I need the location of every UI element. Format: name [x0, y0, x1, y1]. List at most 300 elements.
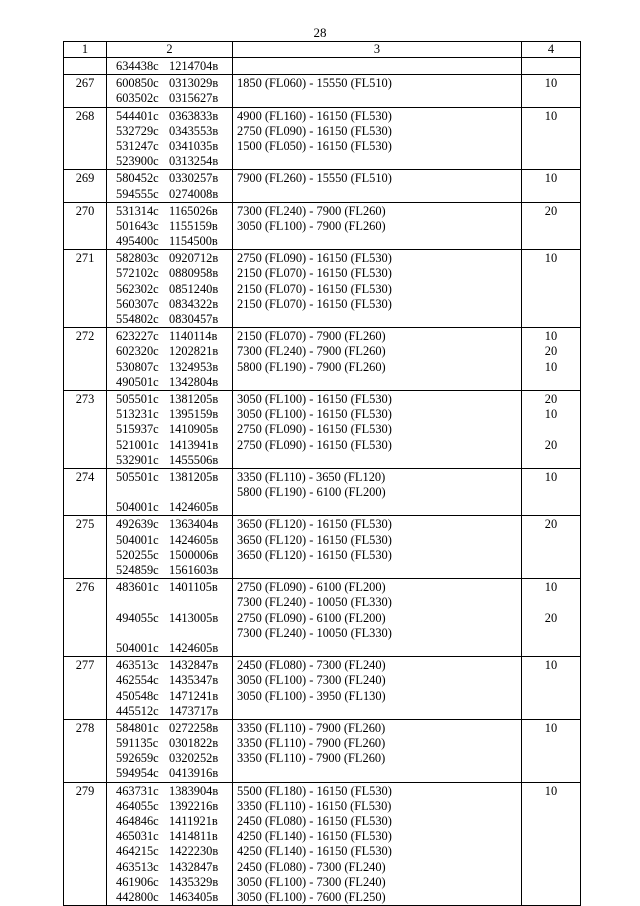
- altitude-range: 2750 (FL090) - 6100 (FL200): [237, 580, 386, 595]
- longitude: 0274008в: [169, 186, 219, 201]
- longitude: 1214704в: [169, 59, 219, 73]
- row-number: 271: [64, 250, 107, 328]
- coordinate-pair: [116, 204, 232, 219]
- latitude: 463513с: [116, 658, 159, 673]
- value: [522, 829, 580, 844]
- latitude: 582803с: [116, 251, 159, 266]
- altitude-range: 3050 (FL100) - 16150 (FL530): [237, 391, 392, 406]
- row-number: 278: [64, 719, 107, 782]
- longitude: 1432847в: [169, 859, 219, 874]
- value: 10: [544, 108, 558, 123]
- latitude: 442800с: [116, 889, 159, 904]
- latitude: 584801с: [116, 720, 159, 735]
- altitude-range: 2750 (FL090) - 6100 (FL200): [237, 610, 386, 625]
- longitude: 0341035в: [169, 138, 219, 153]
- row-number: 279: [64, 782, 107, 906]
- latitude: 504001с: [116, 640, 159, 655]
- value: 10: [544, 720, 558, 735]
- value: [522, 485, 580, 500]
- altitude-range: 1850 (FL060) - 15550 (FL510): [237, 76, 392, 91]
- longitude: 1342804в: [169, 374, 219, 389]
- value: [522, 704, 580, 719]
- coordinate-pair: [116, 548, 232, 563]
- longitude: 1414811в: [169, 829, 218, 844]
- altitude-ranges-cell: [233, 250, 522, 328]
- altitude-ranges-cell: [233, 468, 522, 516]
- value: [522, 500, 580, 515]
- latitude: 461906с: [116, 874, 159, 889]
- altitude-range: 7300 (FL240) - 10050 (FL330): [237, 595, 392, 610]
- latitude: 544401с: [116, 108, 159, 123]
- altitude-range: 4250 (FL140) - 16150 (FL530): [237, 844, 392, 859]
- altitude-range: 7900 (FL260) - 15550 (FL510): [237, 171, 392, 186]
- row-number: 270: [64, 202, 107, 250]
- value: 10: [544, 171, 558, 186]
- altitude-range: 3050 (FL100) - 7600 (FL250): [237, 889, 386, 904]
- altitude-range: 3350 (FL110) - 7900 (FL260): [237, 751, 386, 766]
- altitude-range: 2750 (FL090) - 16150 (FL530): [237, 123, 392, 138]
- longitude: 1471241в: [169, 688, 219, 703]
- values-cell: [522, 250, 581, 328]
- longitude: 1435347в: [169, 673, 219, 688]
- row-number: 276: [64, 579, 107, 657]
- coordinates-cell: [107, 516, 233, 579]
- longitude: 1381205в: [169, 391, 219, 406]
- altitude-range: [237, 312, 521, 327]
- latitude: 463731с: [116, 783, 159, 798]
- value: [522, 548, 580, 563]
- value: [522, 266, 580, 281]
- value: [522, 890, 580, 905]
- value: [522, 766, 580, 781]
- coordinate-pair: [116, 890, 232, 905]
- table-header-row: [64, 42, 581, 58]
- value: 20: [544, 610, 558, 625]
- altitude-range: 5500 (FL180) - 16150 (FL530): [237, 783, 392, 798]
- altitude-range: 2150 (FL070) - 16150 (FL530): [237, 296, 392, 311]
- value: 20: [544, 391, 558, 406]
- coordinates-cell: [107, 390, 233, 468]
- coordinate-pair: [116, 329, 232, 344]
- table-body: [64, 58, 581, 906]
- value: [522, 533, 580, 548]
- coordinates-cell: [107, 782, 233, 906]
- value: 10: [544, 329, 558, 344]
- latitude: 623227с: [116, 329, 159, 344]
- coordinate-pair: [116, 422, 232, 437]
- coordinate-pair: [116, 124, 232, 139]
- altitude-ranges-cell: [233, 657, 522, 720]
- altitude-ranges-cell: [233, 75, 522, 107]
- latitude: 501643с: [116, 218, 159, 233]
- longitude: 1455506в: [169, 452, 219, 467]
- coordinate-pair: [116, 500, 232, 515]
- longitude: 0301822в: [169, 736, 219, 751]
- longitude: 0315627в: [169, 91, 219, 106]
- latitude: 554802с: [116, 312, 159, 326]
- altitude-range: [237, 641, 521, 656]
- latitude: 483601с: [116, 580, 159, 595]
- latitude: 464215с: [116, 844, 159, 859]
- longitude: 1381205в: [169, 469, 219, 484]
- coordinates-cell: [107, 468, 233, 516]
- altitude-range: [237, 453, 521, 468]
- value: [522, 375, 580, 390]
- table-row: [64, 328, 581, 391]
- latitude: 495400с: [116, 234, 159, 249]
- table-row: [64, 390, 581, 468]
- altitude-range: 5800 (FL190) - 7900 (FL260): [237, 359, 386, 374]
- latitude: 494055с: [116, 610, 159, 625]
- latitude: 524859с: [116, 563, 159, 577]
- value: [522, 91, 580, 106]
- value: [522, 689, 580, 704]
- longitude: 1424605в: [169, 532, 219, 547]
- longitude: 1363404в: [169, 517, 219, 532]
- row-number: 272: [64, 328, 107, 391]
- latitude: 531247с: [116, 138, 159, 153]
- coordinate-pair: [116, 721, 232, 736]
- altitude-range: [237, 154, 521, 169]
- latitude: 532729с: [116, 123, 159, 138]
- altitude-range: [237, 766, 521, 781]
- values-cell: [522, 58, 581, 75]
- altitude-ranges-cell: [233, 390, 522, 468]
- longitude: 0320252в: [169, 751, 219, 766]
- latitude: 505501с: [116, 391, 159, 406]
- altitude-range: 3350 (FL110) - 7900 (FL260): [237, 736, 386, 751]
- longitude: 1424605в: [169, 640, 219, 655]
- longitude: 1383904в: [169, 783, 219, 798]
- latitude: 520255с: [116, 547, 159, 562]
- coordinate-pair: [116, 641, 232, 656]
- values-cell: [522, 782, 581, 906]
- latitude: 592659с: [116, 751, 159, 766]
- coordinates-cell: [107, 657, 233, 720]
- latitude: 591135с: [116, 736, 159, 751]
- longitude: 0851240в: [169, 281, 219, 296]
- latitude: 600850с: [116, 76, 159, 91]
- coordinate-pair: [116, 563, 232, 578]
- longitude: 0920712в: [169, 251, 219, 266]
- coordinates-cell: [107, 107, 233, 170]
- altitude-range: 3050 (FL100) - 7900 (FL260): [237, 218, 386, 233]
- value: [522, 860, 580, 875]
- altitude-range: 7300 (FL240) - 7900 (FL260): [237, 344, 386, 359]
- altitude-ranges-cell: [233, 328, 522, 391]
- latitude: 532901с: [116, 452, 159, 467]
- longitude: 1154500в: [169, 234, 218, 249]
- coordinate-pair: [116, 751, 232, 766]
- altitude-ranges-cell: [233, 107, 522, 170]
- table-row: [64, 468, 581, 516]
- airspace-table: [63, 41, 581, 906]
- row-number: 267: [64, 75, 107, 107]
- coordinate-pair: [116, 611, 232, 626]
- value: 10: [544, 580, 558, 595]
- longitude: 1140114в: [169, 329, 218, 344]
- altitude-range: 7300 (FL240) - 7900 (FL260): [237, 203, 386, 218]
- coordinate-pair: [116, 438, 232, 453]
- longitude: 0363833в: [169, 108, 219, 123]
- coordinate-pair: [116, 673, 232, 688]
- latitude: 602320с: [116, 344, 159, 359]
- coordinate-pair: [116, 799, 232, 814]
- value: [522, 673, 580, 688]
- latitude: 594954с: [116, 766, 159, 781]
- latitude: 463513с: [116, 859, 159, 874]
- altitude-range: 4900 (FL160) - 16150 (FL530): [237, 108, 392, 123]
- values-cell: [522, 202, 581, 250]
- coordinates-cell: [107, 75, 233, 107]
- value: [522, 297, 580, 312]
- latitude: 530807с: [116, 359, 159, 374]
- values-cell: [522, 75, 581, 107]
- coordinate-pair: [116, 844, 232, 859]
- value: [522, 875, 580, 890]
- altitude-range: [237, 500, 521, 515]
- value: 10: [544, 407, 558, 422]
- coordinate-pair: [116, 266, 232, 281]
- longitude: 1395159в: [169, 407, 219, 422]
- altitude-range: 2150 (FL070) - 16150 (FL530): [237, 281, 392, 296]
- coordinate-pair: [116, 626, 232, 641]
- value: [522, 626, 580, 641]
- longitude: 0880958в: [169, 266, 219, 281]
- value: [522, 799, 580, 814]
- table-row: [64, 579, 581, 657]
- coordinate-pair: [116, 171, 232, 186]
- altitude-range: 7300 (FL240) - 10050 (FL330): [237, 625, 392, 640]
- values-cell: [522, 657, 581, 720]
- values-cell: [522, 328, 581, 391]
- row-number: 274: [64, 468, 107, 516]
- altitude-range: 2450 (FL080) - 7300 (FL240): [237, 658, 386, 673]
- longitude: 0313029в: [169, 76, 219, 91]
- altitude-ranges-cell: [233, 58, 522, 75]
- latitude: 450548с: [116, 688, 159, 703]
- value: 10: [544, 359, 558, 374]
- latitude: 513231с: [116, 407, 159, 422]
- coordinate-pair: [116, 360, 232, 375]
- page-number: 28: [313, 25, 327, 40]
- longitude: 1165026в: [169, 203, 218, 218]
- value: 10: [544, 658, 558, 673]
- value: [522, 641, 580, 656]
- altitude-ranges-cell: [233, 202, 522, 250]
- value: [522, 595, 580, 610]
- coordinate-pair: [116, 658, 232, 673]
- values-cell: [522, 516, 581, 579]
- longitude: 1500006в: [169, 547, 219, 562]
- altitude-range: [237, 91, 521, 106]
- longitude: 1155159в: [169, 218, 218, 233]
- value: [522, 282, 580, 297]
- row-number: 275: [64, 516, 107, 579]
- longitude: 1435329в: [169, 874, 219, 889]
- table-row: [64, 107, 581, 170]
- altitude-range: 3650 (FL120) - 16150 (FL530): [237, 532, 392, 547]
- latitude: 572102с: [116, 266, 159, 281]
- table-row: [64, 202, 581, 250]
- altitude-range: [237, 704, 521, 719]
- coordinate-pair: [116, 375, 232, 390]
- table-row: [64, 170, 581, 202]
- coordinates-cell: [107, 719, 233, 782]
- coordinate-pair: [116, 689, 232, 704]
- value: [522, 751, 580, 766]
- coordinate-pair: [116, 312, 232, 327]
- latitude: 562302с: [116, 281, 159, 296]
- longitude: 1473717в: [169, 703, 219, 718]
- altitude-ranges-cell: [233, 170, 522, 202]
- latitude: 490501с: [116, 374, 159, 389]
- value: [522, 219, 580, 234]
- table-row: [64, 516, 581, 579]
- latitude: 504001с: [116, 532, 159, 547]
- latitude: 560307с: [116, 296, 159, 311]
- altitude-ranges-cell: [233, 579, 522, 657]
- altitude-range: [237, 563, 521, 578]
- row-number: [64, 58, 107, 75]
- coordinate-pair: [116, 282, 232, 297]
- coordinate-pair: [116, 91, 232, 106]
- altitude-range: 3650 (FL120) - 16150 (FL530): [237, 517, 392, 532]
- latitude: 580452с: [116, 171, 159, 186]
- value: [522, 59, 580, 74]
- altitude-range: 3350 (FL110) - 3650 (FL120): [237, 469, 386, 484]
- value: [522, 563, 580, 578]
- altitude-range: 2750 (FL090) - 16150 (FL530): [237, 422, 392, 437]
- coordinate-pair: [116, 595, 232, 610]
- value: [522, 187, 580, 202]
- coordinate-pair: [116, 139, 232, 154]
- longitude: 1410905в: [169, 422, 219, 437]
- coordinate-pair: [116, 154, 232, 169]
- coordinates-cell: [107, 170, 233, 202]
- latitude: 462554с: [116, 673, 159, 688]
- longitude: 0272258в: [169, 720, 219, 735]
- coordinate-pair: [116, 470, 232, 485]
- row-number: 273: [64, 390, 107, 468]
- latitude: 594555с: [116, 186, 159, 201]
- latitude: 523900с: [116, 154, 159, 169]
- coordinate-pair: [116, 485, 232, 500]
- value: [522, 422, 580, 437]
- longitude: 1202821в: [169, 344, 219, 359]
- coordinate-pair: [116, 187, 232, 202]
- altitude-range: 3050 (FL100) - 7300 (FL240): [237, 673, 386, 688]
- value: 10: [544, 783, 558, 798]
- values-cell: [522, 579, 581, 657]
- value: [522, 814, 580, 829]
- longitude: 1392216в: [169, 798, 219, 813]
- row-number: 269: [64, 170, 107, 202]
- coordinate-pair: [116, 344, 232, 359]
- column-header: 2: [107, 42, 233, 58]
- table-row: [64, 782, 581, 906]
- altitude-range: 2750 (FL090) - 16150 (FL530): [237, 437, 392, 452]
- latitude: 464846с: [116, 814, 159, 828]
- longitude: 0830457в: [169, 312, 219, 326]
- altitude-range: 5800 (FL190) - 6100 (FL200): [237, 485, 386, 500]
- values-cell: [522, 107, 581, 170]
- altitude-range: 2150 (FL070) - 16150 (FL530): [237, 266, 392, 281]
- value: [522, 736, 580, 751]
- altitude-range: [237, 375, 521, 390]
- latitude: 505501с: [116, 469, 159, 484]
- coordinate-pair: [116, 109, 232, 124]
- coordinate-pair: [116, 234, 232, 249]
- coordinate-pair: [116, 533, 232, 548]
- value: [522, 453, 580, 468]
- latitude: 521001с: [116, 437, 159, 452]
- longitude: 0343553в: [169, 123, 219, 138]
- value: [522, 312, 580, 327]
- altitude-range: 1500 (FL050) - 16150 (FL530): [237, 138, 392, 153]
- coordinate-pair: [116, 297, 232, 312]
- altitude-ranges-cell: [233, 516, 522, 579]
- table-row: [64, 58, 581, 75]
- coordinate-pair: [116, 784, 232, 799]
- values-cell: [522, 468, 581, 516]
- altitude-range: 3350 (FL110) - 7900 (FL260): [237, 720, 386, 735]
- coordinate-pair: [116, 829, 232, 844]
- values-cell: [522, 170, 581, 202]
- altitude-range: [237, 59, 521, 74]
- table-row: [64, 719, 581, 782]
- table-row: [64, 75, 581, 107]
- table-row: [64, 657, 581, 720]
- altitude-range: 3050 (FL100) - 3950 (FL130): [237, 688, 386, 703]
- longitude: 1424605в: [169, 500, 219, 515]
- latitude: 634438с: [116, 59, 159, 73]
- coordinate-pair: [116, 251, 232, 266]
- latitude: 445512с: [116, 703, 159, 718]
- value: 20: [544, 203, 558, 218]
- values-cell: [522, 719, 581, 782]
- altitude-range: 3650 (FL120) - 16150 (FL530): [237, 547, 392, 562]
- values-cell: [522, 390, 581, 468]
- altitude-range: 3050 (FL100) - 16150 (FL530): [237, 407, 392, 422]
- coordinate-pair: [116, 860, 232, 875]
- coordinate-pair: [116, 736, 232, 751]
- longitude: 1413005в: [169, 610, 219, 625]
- coordinate-pair: [116, 76, 232, 91]
- value: 20: [544, 437, 558, 452]
- value: [522, 124, 580, 139]
- coordinates-cell: [107, 250, 233, 328]
- latitude: 515937с: [116, 422, 159, 437]
- row-number: 277: [64, 657, 107, 720]
- row-number: 268: [64, 107, 107, 170]
- altitude-ranges-cell: [233, 719, 522, 782]
- coordinate-pair: [116, 219, 232, 234]
- longitude: 1401105в: [169, 580, 218, 595]
- coordinate-pair: [116, 814, 232, 829]
- value: 10: [544, 76, 558, 91]
- coordinate-pair: [116, 517, 232, 532]
- longitude: 1561603в: [169, 563, 219, 577]
- latitude: 531314с: [116, 203, 159, 218]
- altitude-range: 4250 (FL140) - 16150 (FL530): [237, 829, 392, 844]
- altitude-range: [237, 187, 521, 202]
- altitude-ranges-cell: [233, 782, 522, 906]
- altitude-range: 3050 (FL100) - 7300 (FL240): [237, 874, 386, 889]
- altitude-range: 2450 (FL080) - 7300 (FL240): [237, 859, 386, 874]
- longitude: 0313254в: [169, 154, 219, 169]
- latitude: 464055с: [116, 798, 159, 813]
